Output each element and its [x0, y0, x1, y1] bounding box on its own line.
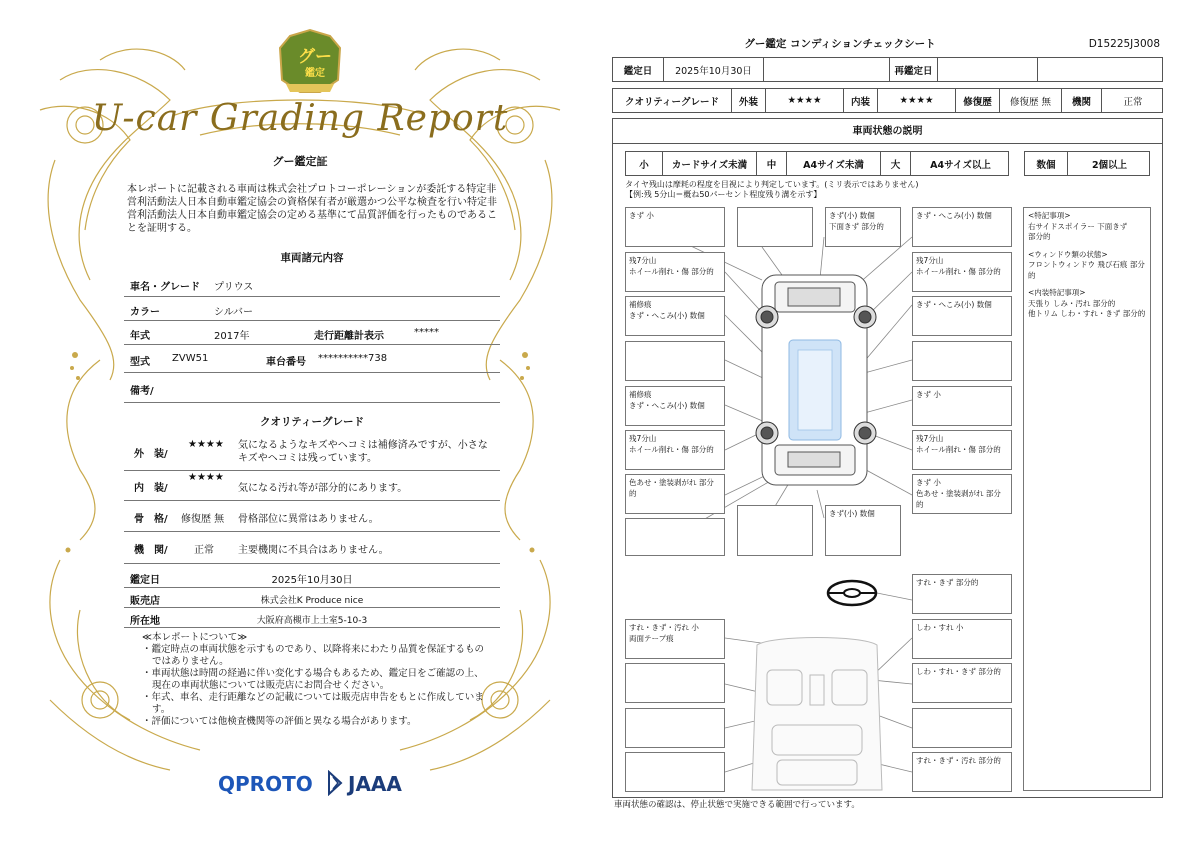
grade-exterior-label: 外 装/: [134, 449, 168, 460]
spec-row-remarks: [124, 373, 500, 403]
legend-small-label: 小: [639, 159, 649, 171]
ext-box-tire-fl: 残7分山 ホイール削れ・傷 部分的: [625, 252, 725, 292]
tire-note-line1: タイヤ残山は摩耗の程度を目視により判定しています。(ミリ表示ではありません): [625, 180, 919, 189]
sheet-date-row: [612, 57, 1163, 82]
grade-frame-comment: 骨格部位に異常はありません。: [238, 514, 379, 525]
special-remarks: [1023, 207, 1151, 791]
ext-box-right-mid: [912, 341, 1012, 381]
info-date-value: 2025年10月30日: [271, 575, 353, 586]
ext-box-rear-mid: きず(小) 数個: [825, 505, 901, 556]
date-empty-cell: [763, 58, 889, 81]
info-address-label: 所在地: [130, 616, 160, 627]
grade-frame-label: 骨 格/: [134, 514, 168, 525]
spec-color-value: シルバー: [214, 307, 254, 318]
int-box-passenger-seat: [625, 663, 725, 703]
spec-year-label: 年式: [130, 331, 150, 342]
legend-count-desc: 2個以上: [1067, 152, 1151, 175]
size-legend: [625, 151, 1009, 176]
legend-small-desc: カードサイズ未満: [662, 152, 756, 175]
exterior-label: 外装: [731, 89, 765, 112]
ext-box-front-center: [737, 207, 813, 247]
reappraisal-label: 再鑑定日: [889, 58, 937, 81]
certificate-statement: 本レポートに記載される車両は株式会社プロトコーポレーションが委託する特定非営利活動法人日本自動車鑑定協会の資格保有者が厳選かつ公平な検査を行い特定非営利活動法人日本自動車鑑定協会の定める基準にて品質評価を行ったものであることを証明する。: [127, 184, 497, 234]
spec-year-value: 2017年: [214, 331, 250, 342]
int-box-front-right: しわ・すれ 小: [912, 619, 1012, 659]
ext-box-tire-rl: 残7分山 ホイール削れ・傷 部分的: [625, 430, 725, 470]
remarks-special: <特記事項> 右サイドスポイラー 下面きず 部分的: [1028, 211, 1128, 241]
ext-box-rear-left: 色あせ・塗装剥がれ 部分的: [625, 474, 725, 514]
interior-label: 内装: [843, 89, 877, 112]
grade-row-frame: [124, 501, 500, 532]
legend-mid-label: 中: [756, 152, 786, 175]
note-item: ・年式、車名、走行距離などの記載については販売店申告をもとに作成しています。: [142, 692, 484, 715]
info-shop-value: 株式会社K Produce nice: [260, 596, 364, 606]
notes-title: ≪本レポートについて≫: [142, 632, 248, 643]
date-value: 2025年10月30日: [663, 58, 763, 81]
spec-mileage-label: 走行距離計表示: [314, 331, 384, 342]
note-item: ・鑑定時点の車両状態を示すものであり、以降将来にわたり品質を保証するものではありません。: [142, 644, 485, 667]
ext-box-front-left: きず 小: [625, 207, 725, 247]
engine-label: 機関: [1061, 89, 1101, 112]
spec-chassis-label: 車台番号: [266, 357, 306, 368]
sheet-grade-row: [612, 88, 1163, 113]
ext-box-front-right: きず・へこみ(小) 数個: [912, 207, 1012, 247]
ext-box-front-mid: きず(小) 数個 下面きず 部分的: [825, 207, 901, 247]
spec-model-value: ZVW51: [172, 353, 209, 364]
spec-remarks-label: 備考/: [130, 386, 154, 397]
int-box-rear-right: すれ・きず・汚れ 部分的: [912, 752, 1012, 792]
int-box-right-mid: [912, 708, 1012, 748]
spec-row-model: [124, 345, 500, 373]
grade-engine-value: 正常: [194, 545, 214, 556]
spec-model-label: 型式: [130, 357, 150, 368]
int-box-driver-seat: しわ・すれ・きず 部分的: [912, 663, 1012, 703]
exterior-value: ★★★★: [765, 89, 843, 112]
grade-row-exterior: [124, 433, 500, 471]
reappraisal-empty-cell: [1037, 58, 1164, 81]
reappraisal-value: [937, 58, 1037, 81]
sheet-footer-note: 車両状態の確認は、停止状態で実施できる範囲で行っています。: [614, 800, 860, 810]
grade-interior-value: ★★★★: [188, 472, 224, 483]
spec-name-label: 車名・グレード: [130, 282, 200, 293]
spec-row-name: [124, 271, 500, 297]
remarks-interior: <内装特記事項> 天張り しみ・汚れ 部分的 他トリム しわ・すれ・きず 部分的: [1028, 288, 1146, 318]
ext-box-right-front-door: きず・へこみ(小) 数個: [912, 296, 1012, 336]
quality-grade-label: クオリティーグレード: [624, 96, 720, 108]
info-row-date: [124, 566, 500, 588]
int-box-dashboard: すれ・きず・汚れ 小 両面テープ痕: [625, 619, 725, 659]
spec-mileage-value: *****: [414, 327, 439, 338]
legend-large-desc: A4サイズ以上: [910, 152, 1010, 175]
grade-row-interior: [124, 471, 500, 501]
certificate-subtitle: グー鑑定証: [272, 155, 328, 168]
proto-logo-text: PROTO: [235, 772, 313, 796]
panel-title: 車両状態の説明: [613, 119, 1162, 144]
engine-value: 正常: [1101, 89, 1164, 112]
certificate-title: U-car Grading Report: [91, 98, 509, 139]
interior-value: ★★★★: [877, 89, 955, 112]
badge-bottom-text: 鑑定: [305, 68, 325, 79]
tire-note: [625, 180, 918, 200]
info-date-label: 鑑定日: [130, 575, 160, 586]
note-item: ・車両状態は時間の経過に伴い変化する場合もあるため、鑑定日をご確認の上、現在の車両状態については販売店にお問合せください。: [142, 668, 484, 691]
ext-box-rear-bottom-left: [625, 518, 725, 556]
grade-exterior-comment: 気になるようなキズやヘコミは補修済みですが、小さなキズやヘコミは残っています。: [238, 440, 488, 464]
jaaa-emblem-icon: [327, 770, 343, 796]
ext-box-left-front-door: 補修痕 きず・へこみ(小) 数個: [625, 296, 725, 336]
legend-large-label: 大: [880, 152, 910, 175]
date-label: 鑑定日: [623, 65, 653, 77]
legend-count-label: 数個: [1036, 159, 1056, 171]
remarks-windows: <ウィンドウ類の状態> フロントウィンドウ 飛び石痕 部分的: [1028, 249, 1145, 280]
spec-row-color: [124, 297, 500, 321]
grade-interior-label: 内 装/: [134, 483, 168, 494]
grade-title: クオリティーグレード: [260, 416, 364, 428]
legend-mid-desc: A4サイズ未満: [786, 152, 880, 175]
tire-note-line2: 【例:残 5分山＝概ね50パーセント程度残り溝を示す】: [625, 190, 822, 199]
proto-logo: [218, 772, 313, 796]
ext-box-rear-right: きず 小 色あせ・塗装剥がれ 部分的: [912, 474, 1012, 514]
steering-wheel-icon: [828, 581, 876, 605]
count-legend: [1024, 151, 1150, 176]
repair-history-label: 修復歴: [955, 89, 999, 112]
proto-q-icon: Q: [218, 772, 236, 796]
jaaa-logo: JAAA: [348, 772, 402, 796]
int-box-left-mid: [625, 708, 725, 748]
grade-interior-comment: 気になる汚れ等が部分的にあります。: [238, 483, 408, 494]
grade-row-engine: [124, 532, 500, 564]
ext-box-tire-rr: 残7分山 ホイール削れ・傷 部分的: [912, 430, 1012, 470]
grade-engine-label: 機 関/: [134, 545, 168, 556]
ext-box-rear-center: [737, 505, 813, 556]
ext-box-right-rear-door: きず 小: [912, 386, 1012, 426]
ext-box-left-rear-door: 補修痕 きず・へこみ(小) 数個: [625, 386, 725, 426]
specs-title: 車両諸元内容: [280, 252, 344, 264]
ext-box-tire-fr: 残7分山 ホイール削れ・傷 部分的: [912, 252, 1012, 292]
certificate-notes: [142, 632, 492, 728]
int-box-steering: すれ・きず 部分的: [912, 574, 1012, 614]
spec-chassis-value: **********738: [318, 353, 388, 364]
info-shop-label: 販売店: [130, 596, 160, 607]
badge-top-text: グー: [298, 47, 332, 67]
info-address-value: 大阪府高槻市上土室5-10-3: [256, 616, 368, 626]
note-item: ・評価については他検査機関等の評価と異なる場合があります。: [142, 716, 417, 727]
sheet-id: D15225J3008: [1088, 38, 1160, 50]
ext-box-left-mid: [625, 341, 725, 381]
sheet-title: グー鑑定 コンディションチェックシート: [744, 38, 936, 50]
grade-frame-value: 修復歴 無: [181, 514, 225, 525]
spec-row-year: [124, 321, 500, 345]
spec-name-value: プリウス: [214, 282, 254, 293]
spec-color-label: カラー: [130, 307, 160, 318]
grade-exterior-value: ★★★★: [188, 439, 224, 450]
info-row-shop: [124, 588, 500, 608]
grade-engine-comment: 主要機関に不具合はありません。: [238, 545, 389, 556]
repair-history-value: 修復歴 無: [999, 89, 1061, 112]
int-box-rear-left: [625, 752, 725, 792]
info-row-address: [124, 608, 500, 628]
